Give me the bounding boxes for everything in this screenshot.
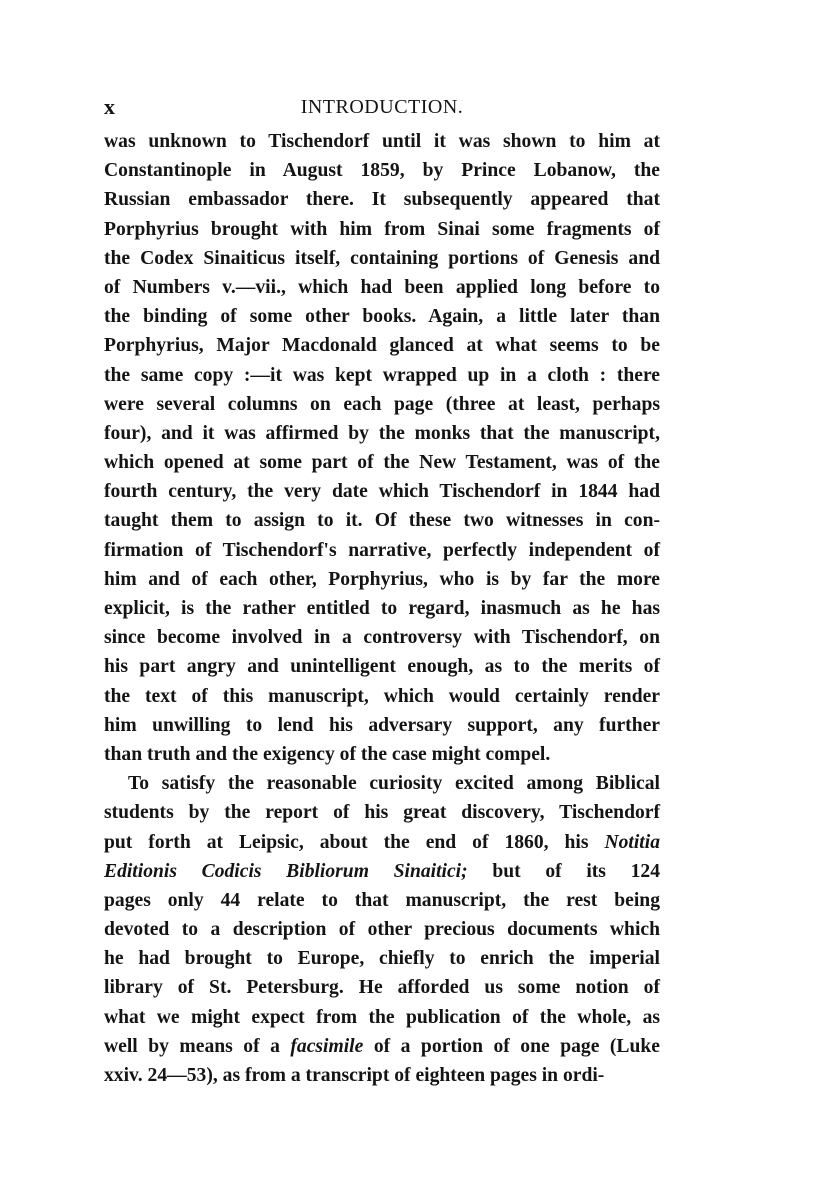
text-line: which opened at some part of the New Testament, was of the bbox=[104, 452, 660, 474]
text-line: him unwilling to lend his adversary support, any further bbox=[104, 714, 660, 736]
text-line bbox=[104, 828, 660, 857]
page-header bbox=[104, 92, 660, 122]
text-line: what we might expect from the publication of the whole, as bbox=[104, 1006, 660, 1028]
text-line: pages only 44 relate to that manuscript, the rest being bbox=[104, 889, 660, 911]
body-text bbox=[104, 127, 660, 1090]
book-title-italic: Notitia bbox=[604, 831, 660, 853]
text-line: than truth and the exigency of the case might compel. bbox=[104, 743, 551, 765]
text-line: were several columns on each page (three at least, perhaps bbox=[104, 393, 660, 415]
text-line: the binding of some other books. Again, a little later than bbox=[104, 306, 660, 328]
text-line: he had brought to Europe, chiefly to enrich the imperial bbox=[104, 948, 660, 970]
text-line: his part angry and unintelligent enough, as to the merits of bbox=[104, 656, 660, 678]
text-line: fourth century, the very date which Tischendorf in 1844 had bbox=[104, 481, 660, 503]
text-segment: but of its 124 bbox=[492, 860, 660, 882]
text-line: Constantinople in August 1859, by Prince Lobanow, the bbox=[104, 160, 660, 182]
text-line: the text of this manuscript, which would certainly render bbox=[104, 685, 660, 707]
text-segment: put forth at Leipsic, about the end of 1860, his bbox=[104, 831, 589, 853]
text-line: Russian embassador there. It subsequently appeared that bbox=[104, 189, 660, 211]
text-line: library of St. Petersburg. He afforded us some notion of bbox=[104, 977, 660, 999]
text-line: the Codex Sinaiticus itself, containing portions of Genesis and bbox=[104, 247, 660, 269]
text-line bbox=[104, 857, 660, 886]
paragraph-2 bbox=[104, 769, 660, 1090]
facsimile-italic: facsimile bbox=[290, 1035, 364, 1057]
text-line: four), and it was affirmed by the monks that the manuscript, bbox=[104, 422, 660, 444]
text-line: students by the report of his great discovery, Tischendorf bbox=[104, 802, 660, 824]
text-line: taught them to assign to it. Of these two witnesses in con- bbox=[104, 510, 660, 532]
text-line: the same copy :—it was kept wrapped up in a cloth : there bbox=[104, 364, 660, 386]
text-line: him and of each other, Porphyrius, who is by far the more bbox=[104, 568, 660, 590]
text-line bbox=[104, 1032, 660, 1061]
text-line: Porphyrius, Major Macdonald glanced at what seems to be bbox=[104, 335, 660, 357]
text-line: firmation of Tischendorf's narrative, perfectly independent of bbox=[104, 539, 660, 561]
text-segment: well by means of a bbox=[104, 1035, 280, 1057]
text-line: since become involved in a controversy with Tischendorf, on bbox=[104, 627, 660, 649]
paragraph-1 bbox=[104, 127, 660, 769]
text-line: xxiv. 24—53), as from a transcript of eighteen pages in ordi- bbox=[104, 1065, 605, 1086]
page-number: x bbox=[104, 94, 115, 119]
text-line: of Numbers v.—vii., which had been applied long before to bbox=[104, 276, 660, 298]
text-segment: of a portion of one page (Luke bbox=[373, 1035, 660, 1057]
book-title-italic: Editionis Codicis Bibliorum Sinaitici; bbox=[104, 860, 468, 882]
text-line: was unknown to Tischendorf until it was shown to him at bbox=[104, 131, 660, 152]
text-line: devoted to a description of other precious documents which bbox=[104, 919, 660, 941]
text-line: explicit, is the rather entitled to regard, inasmuch as he has bbox=[104, 598, 660, 619]
text-line: Porphyrius brought with him from Sinai some fragments of bbox=[104, 218, 660, 240]
running-head: INTRODUCTION. bbox=[300, 96, 464, 118]
text-line: To satisfy the reasonable curiosity excited among Biblical bbox=[128, 773, 660, 795]
